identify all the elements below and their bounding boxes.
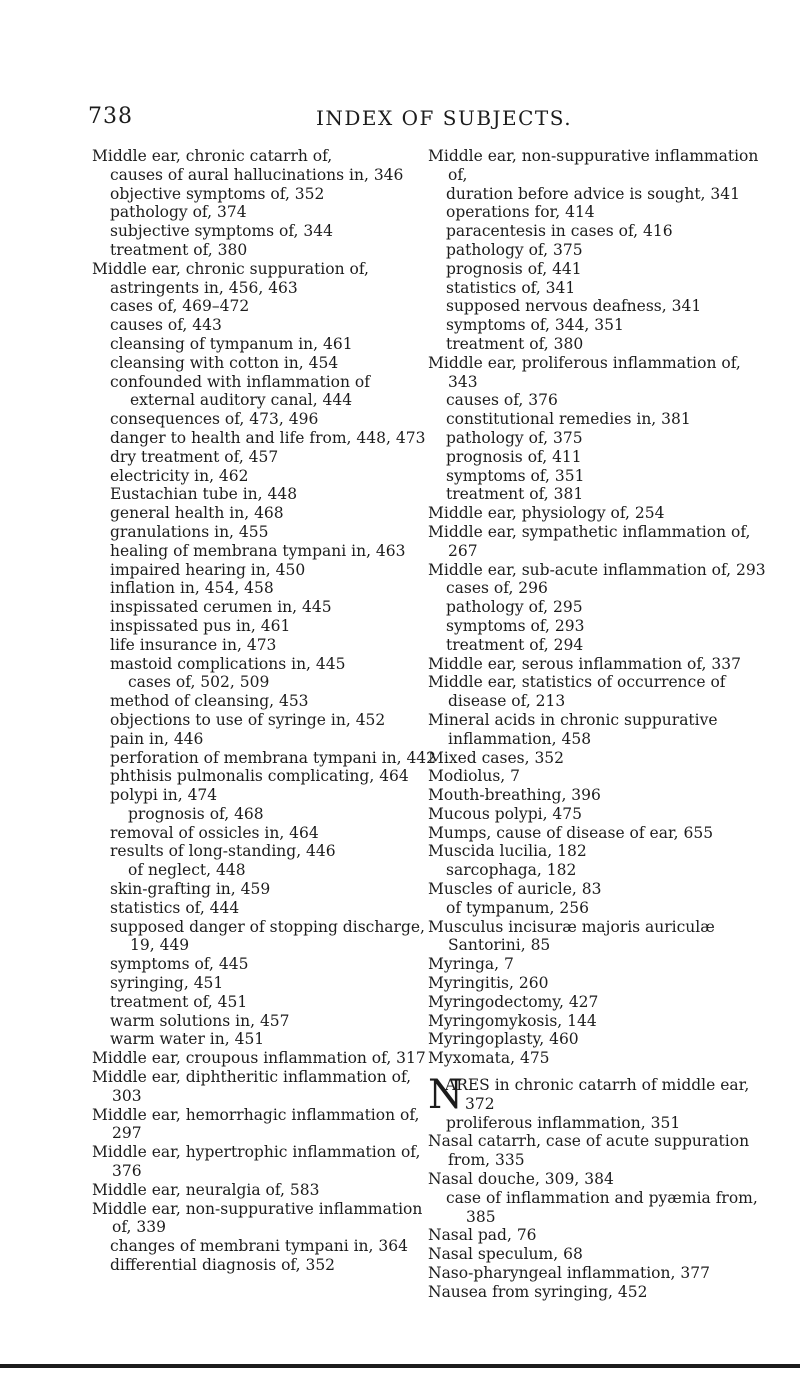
index-subentry: treatment of, 294 — [446, 635, 584, 654]
index-subentry: operations for, 414 — [446, 203, 595, 222]
index-entry: Myringodectomy, 427 — [428, 992, 599, 1011]
index-subentry: inspissated pus in, 461 — [110, 616, 291, 635]
index-subentry: cleansing of tympanum in, 461 — [110, 334, 353, 353]
index-subentry: treatment of, 451 — [110, 992, 248, 1011]
index-subentry: treatment of, 381 — [446, 485, 584, 504]
index-subentry: inspissated cerumen in, 445 — [110, 598, 332, 617]
index-subentry: danger to health and life from, 448, 473 — [110, 428, 426, 447]
index-entry: Middle ear, serous inflammation of, 337 — [428, 654, 741, 673]
index-subentry: warm water in, 451 — [110, 1030, 265, 1049]
index-subentry: healing of membrana tympani in, 463 — [110, 541, 406, 560]
index-entry: Middle ear, sympathetic inflammation of, 267 — [428, 522, 751, 560]
index-subentry: symptoms of, 344, 351 — [446, 316, 624, 335]
index-subentry: confounded with inflammation of external auditory canal, 444 — [110, 372, 370, 410]
index-subentry: cases of, 469–472 — [110, 297, 250, 316]
index-subentry: pain in, 446 — [110, 729, 204, 748]
index-subentry: causes of aural hallucinations in, 346 — [110, 165, 404, 184]
index-entry: Muscles of auricle, 83 — [428, 880, 602, 899]
index-subentry: case of inflammation and pyæmia from, 385 — [446, 1188, 758, 1226]
index-entry: Myringoplasty, 460 — [428, 1030, 579, 1049]
index-entry: Middle ear, chronic suppuration of, — [92, 259, 369, 278]
index-subentry: prognosis of, 441 — [446, 259, 582, 278]
index-entry: Myringomykosis, 144 — [428, 1011, 597, 1030]
index-subentry: warm solutions in, 457 — [110, 1011, 290, 1030]
index-subentry: life insurance in, 473 — [110, 635, 277, 654]
right-column-entries — [428, 147, 773, 1068]
index-entry: Nausea from syringing, 452 — [428, 1282, 648, 1301]
index-entry: Mumps, cause of disease of ear, 655 — [428, 823, 714, 842]
index-entry: Middle ear, sub-acute inflammation of, 293 — [428, 560, 766, 579]
index-subentry: supposed nervous deafness, 341 — [446, 297, 702, 316]
page-header — [88, 104, 768, 136]
index-subentry: granulations in, 455 — [110, 522, 269, 541]
index-subentry: causes of, 376 — [446, 391, 558, 410]
index-subentry: objections to use of syringe in, 452 — [110, 710, 386, 729]
n-section-first-entry — [428, 1072, 773, 1119]
index-entry: Mineral acids in chronic suppurative inflammation, 458 — [428, 710, 718, 748]
index-entry: Nasal douche, 309, 384 — [428, 1170, 614, 1189]
index-entry: Middle ear, neuralgia of, 583 — [92, 1180, 320, 1199]
index-entry: Mouth-breathing, 396 — [428, 786, 601, 805]
n-section-entries — [428, 1114, 773, 1302]
index-entry: Myringa, 7 — [428, 955, 514, 974]
index-subentry: impaired hearing in, 450 — [110, 560, 306, 579]
index-entry: Middle ear, hypertrophic inflammation of, 376 — [92, 1143, 421, 1181]
index-subentry: syringing, 451 — [110, 974, 224, 993]
index-subentry: pathology of, 374 — [110, 203, 247, 222]
index-subentry: prognosis of, 411 — [446, 447, 582, 466]
index-subentry: inflation in, 454, 458 — [110, 579, 274, 598]
index-subentry: subjective symptoms of, 344 — [110, 222, 333, 241]
index-subentry: proliferous inflammation, 351 — [446, 1113, 681, 1132]
index-subentry: method of cleansing, 453 — [110, 692, 309, 711]
index-subentry: symptoms of, 351 — [446, 466, 585, 485]
drop-cap-letter: N — [428, 1072, 463, 1119]
index-entry: Middle ear, diphtheritic inflammation of, 303 — [92, 1068, 412, 1105]
index-subentry: polypi in, 474 — [110, 786, 218, 805]
index-entry: Middle ear, statistics of occurrence of disease of, 213 — [428, 673, 726, 711]
index-subentry: results of long-standing, 446 — [110, 842, 336, 861]
index-entry: Muscida lucilia, 182 — [428, 842, 587, 861]
index-subentry: phthisis pulmonalis complicating, 464 — [110, 767, 409, 786]
index-column-right — [428, 147, 773, 1302]
index-subentry: of neglect, 448 — [128, 861, 246, 880]
index-entry: Middle ear, croupous inflammation of, 317 — [92, 1049, 426, 1068]
index-subentry: sarcophaga, 182 — [446, 861, 577, 880]
index-entry: Mucous polypi, 475 — [428, 804, 583, 823]
index-entry: Nasal speculum, 68 — [428, 1245, 583, 1264]
index-subentry: prognosis of, 468 — [128, 804, 264, 823]
index-entry: Middle ear, physiology of, 254 — [428, 504, 665, 523]
index-entry: Middle ear, proliferous inflammation of, 343 — [428, 353, 741, 391]
index-subentry: symptoms of, 293 — [446, 616, 585, 635]
index-subentry: pathology of, 295 — [446, 598, 583, 617]
index-entry: Myxomata, 475 — [428, 1049, 550, 1068]
index-subentry: objective symptoms of, 352 — [110, 184, 325, 203]
index-subentry: supposed danger of stopping discharge, 19, 449 — [110, 917, 425, 955]
index-subentry: differential diagnosis of, 352 — [110, 1256, 336, 1275]
index-entry: Myringitis, 260 — [428, 974, 549, 993]
index-subentry: statistics of, 341 — [446, 278, 576, 297]
index-subentry: astringents in, 456, 463 — [110, 278, 298, 297]
index-subentry: cases of, 502, 509 — [128, 673, 270, 692]
index-column-left — [92, 147, 437, 1275]
index-entry: Naso-pharyngeal inflammation, 377 — [428, 1264, 710, 1283]
index-entry: Modiolus, 7 — [428, 767, 521, 786]
index-subentry: cases of, 296 — [446, 579, 548, 598]
index-subentry: mastoid complications in, 445 — [110, 654, 346, 673]
n-section-first-text: ARES in chronic catarrh of middle ear, 372 — [445, 1076, 750, 1113]
index-entry: Middle ear, non-suppurative inflammation of, 339 — [92, 1199, 423, 1237]
index-entry: Nasal pad, 76 — [428, 1226, 537, 1245]
index-subentry: constitutional remedies in, 381 — [446, 410, 691, 429]
page-number: 738 — [88, 104, 133, 129]
index-subentry: cleansing with cotton in, 454 — [110, 353, 339, 372]
index-subentry: Eustachian tube in, 448 — [110, 485, 298, 504]
index-subentry: pathology of, 375 — [446, 428, 583, 447]
index-subentry: symptoms of, 445 — [110, 955, 249, 974]
index-subentry: perforation of membrana tympani in, 442 — [110, 748, 437, 767]
index-subentry: paracentesis in cases of, 416 — [446, 222, 673, 241]
index-entry: Musculus incisuræ majoris auriculæ Santorini, 85 — [428, 917, 715, 955]
index-subentry: dry treatment of, 457 — [110, 447, 279, 466]
index-subentry: skin-grafting in, 459 — [110, 880, 271, 899]
index-subentry: causes of, 443 — [110, 316, 222, 335]
index-subentry: changes of membrani tympani in, 364 — [110, 1237, 408, 1256]
index-subentry: statistics of, 444 — [110, 898, 240, 917]
index-subentry: of tympanum, 256 — [446, 898, 589, 917]
index-subentry: treatment of, 380 — [446, 334, 584, 353]
index-subentry: electricity in, 462 — [110, 466, 249, 485]
n-section — [428, 1072, 773, 1302]
index-subentry: general health in, 468 — [110, 504, 284, 523]
index-entry: Middle ear, non-suppurative inflammation of, — [428, 147, 759, 184]
index-entry: Middle ear, hemorrhagic inflammation of, 297 — [92, 1105, 420, 1143]
index-subentry: consequences of, 473, 496 — [110, 410, 319, 429]
index-subentry: duration before advice is sought, 341 — [446, 184, 740, 203]
index-entry: Middle ear, chronic catarrh of, — [92, 147, 333, 165]
index-entry: Nasal catarrh, case of acute suppuration from, 335 — [428, 1132, 750, 1170]
index-subentry: removal of ossicles in, 464 — [110, 823, 319, 842]
index-subentry: pathology of, 375 — [446, 240, 583, 259]
running-head: INDEX OF SUBJECTS. — [316, 106, 573, 130]
index-subentry: treatment of, 380 — [110, 240, 248, 259]
index-entry: Mixed cases, 352 — [428, 748, 565, 767]
bottom-rule — [0, 1364, 800, 1368]
